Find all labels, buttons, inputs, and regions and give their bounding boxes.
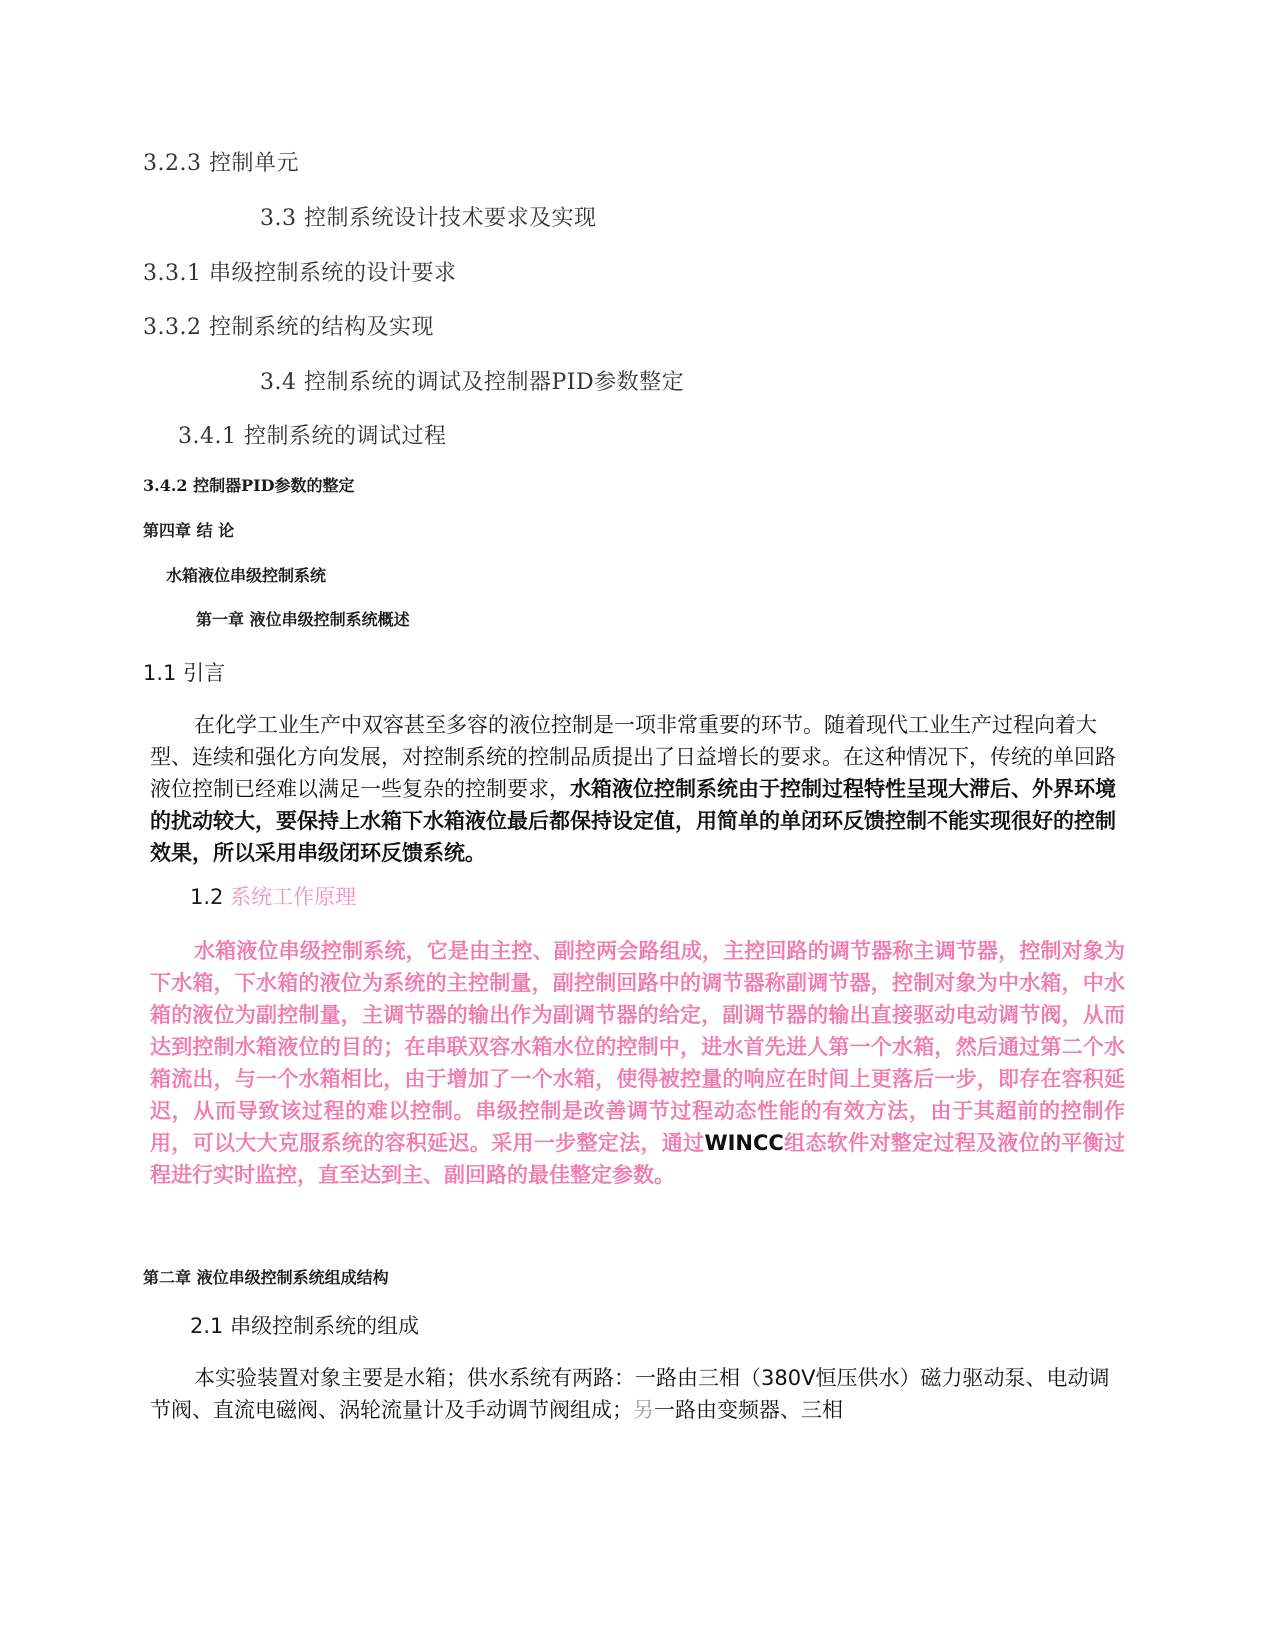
section-1-2-paragraph	[150, 935, 1125, 1191]
section-1-2-text-b: 组态软件对整定过程及液位的平衡过程进行实时监控，直至达到主、副回路的最佳整定参数。	[150, 1130, 1126, 1187]
chapter-2-title: 第二章 液位串级控制系统组成结构	[143, 1268, 389, 1287]
section-1-1-title: 1.1 引言	[143, 661, 226, 685]
toc-item-3-3: 3.3 控制系统设计技术要求及实现	[260, 206, 597, 231]
toc-item-3-3-1: 3.3.1 串级控制系统的设计要求	[143, 261, 457, 286]
toc-item-3-4-2: 3.4.2 控制器PID参数的整定	[143, 476, 355, 495]
section-2-1-text-a: 本实验装置对象主要是水箱；供水系统有两路：一路由三相（380V恒压供水）磁力驱动泵、电动调节阀、直流电磁阀、涡轮流量计及手动调节阀组成；	[150, 1366, 1110, 1422]
chapter-1-title: 第一章 液位串级控制系统概述	[196, 610, 410, 629]
section-2-1-text-b: 一路由变频器、三相	[654, 1398, 843, 1422]
section-2-1-text-light: 另	[633, 1398, 654, 1422]
section-1-1-paragraph	[150, 709, 1125, 869]
section-1-2-number: 1.2	[190, 885, 231, 909]
section-1-1-text-b: 水箱液位控制系统由于控制过程特性呈现大滞后、外界环境的扰动较大，要保持上水箱下水箱液位最后都保持设定值，用简单的单闭环反馈控制不能实现很好的控制效果，所以采用串级闭环反馈系统。	[150, 777, 1116, 865]
section-1-1-text-a: 在化学工业生产中双容甚至多容的液位控制是一项非常重要的环节。随着现代工业生产过程向着大型、连续和强化方向发展，对控制系统的控制品质提出了日益增长的要求。在这种情况下，传统的单回路液位控制已经难以满足一些复杂的控制要求，	[150, 713, 1116, 801]
toc-chapter-4: 第四章 结 论	[143, 521, 235, 540]
toc-item-3-2-3: 3.2.3 控制单元	[143, 151, 299, 176]
section-1-2-label: 系统工作原理	[230, 885, 357, 909]
toc-item-3-3-2: 3.3.2 控制系统的结构及实现	[143, 315, 434, 340]
section-1-2-text-a: 水箱液位串级控制系统，它是由主控、副控两会路组成，主控回路的调节器称主调节器，控制对象为下水箱，下水箱的液位为系统的主控制量，副控制回路中的调节器称副调节器，控制对象为中水箱，中水箱的液位为副控制量，主调节器的输出作为副调节器的给定，副调节器的输出直接驱动电动调节阀，从而达到控制水箱液位的目的；在串联双容水箱水位的控制中，进水首先进人第一个水箱，然后通过第二个水箱流出，与一个水箱相比，由于增加了一个水箱，使得被控量的响应在时间上更落后一步，即存在容积延迟，从而导致该过程的难以控制。串级控制是改善调节过程动态性能的有效方法，由于其超前的控制作用，可以大大克服系统的容积延迟。采用一步整定法，通过	[150, 938, 1125, 1155]
toc-item-3-4: 3.4 控制系统的调试及控制器PID参数整定	[260, 370, 685, 395]
section-1-2-text-en: WINCC	[704, 1131, 784, 1155]
section-1-2-title	[190, 881, 356, 911]
section-2-1-title: 2.1 串级控制系统的组成	[190, 1314, 420, 1338]
section-2-1-paragraph	[150, 1362, 1125, 1426]
toc-item-3-4-1: 3.4.1 控制系统的调试过程	[178, 424, 447, 449]
document-title: 水箱液位串级控制系统	[166, 566, 327, 585]
